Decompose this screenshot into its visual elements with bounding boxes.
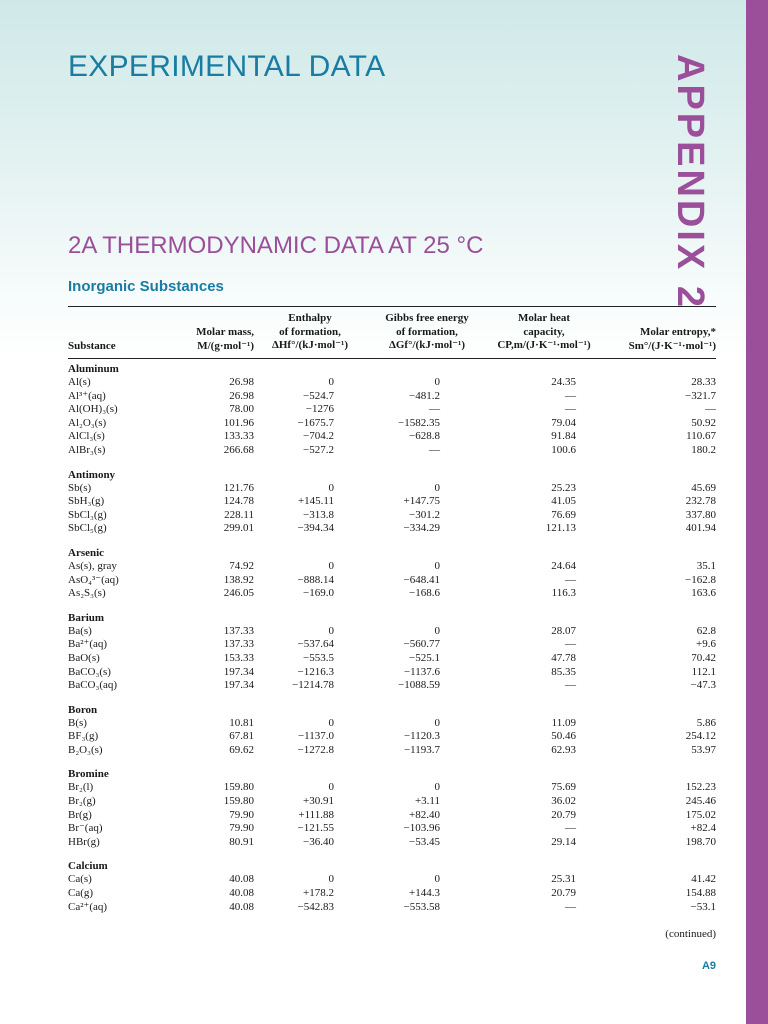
enthalpy-cell: −537.64: [297, 638, 334, 651]
entropy-cell: —: [705, 403, 716, 416]
heat-capacity-cell: 36.02: [551, 795, 576, 808]
heat-capacity-cell: 50.46: [551, 730, 576, 743]
gibbs-cell: −648.41: [403, 573, 440, 586]
gibbs-cell: +3.11: [414, 795, 440, 808]
element-group-name: Barium: [68, 611, 105, 624]
molar-mass-cell: 133.33: [223, 430, 254, 443]
gibbs-cell: +144.3: [409, 887, 440, 900]
entropy-cell: 53.97: [691, 743, 716, 756]
enthalpy-cell: −1137.0: [297, 730, 334, 743]
enthalpy-cell: −394.34: [297, 522, 334, 535]
element-group: [68, 859, 716, 914]
molar-mass-cell: 124.78: [223, 495, 254, 508]
molar-mass-cell: 40.08: [229, 873, 254, 886]
gibbs-cell: −525.1: [409, 651, 440, 664]
gibbs-cell: +147.75: [403, 495, 440, 508]
molar-mass-cell: 121.76: [223, 481, 254, 494]
header-substance: Substance: [68, 340, 116, 352]
gibbs-cell: −1120.3: [403, 730, 440, 743]
substance-cell: SbH₃(g): [68, 495, 105, 508]
table-row: [68, 836, 716, 850]
enthalpy-cell: +111.88: [298, 808, 334, 821]
enthalpy-cell: −527.2: [303, 443, 334, 456]
appendix-label: APPENDIX 2: [669, 54, 711, 310]
heat-capacity-cell: 116.3: [551, 587, 576, 600]
enthalpy-cell: −1276: [305, 403, 334, 416]
substance-cell: AlCl₃(s): [68, 430, 105, 443]
table-row: [68, 652, 716, 666]
table-row: [68, 509, 716, 523]
element-group: [68, 362, 716, 458]
molar-mass-cell: 78.00: [229, 403, 254, 416]
enthalpy-cell: −1214.78: [292, 679, 334, 692]
molar-mass-cell: 80.91: [229, 835, 254, 848]
table-subtitle: Inorganic Substances: [68, 278, 224, 295]
substance-cell: As(s), gray: [68, 559, 117, 572]
gibbs-cell: −334.29: [403, 522, 440, 535]
molar-mass-cell: 153.33: [223, 651, 254, 664]
enthalpy-cell: +30.91: [303, 795, 334, 808]
enthalpy-cell: 0: [328, 559, 334, 572]
table-row: [68, 482, 716, 496]
gibbs-cell: 0: [434, 624, 440, 637]
table-row: [68, 444, 716, 458]
header-enthalpy: Enthalpy of formation, ΔHf°/(kJ·mol⁻¹): [271, 312, 348, 351]
enthalpy-cell: 0: [328, 781, 334, 794]
molar-mass-cell: 74.92: [229, 559, 254, 572]
header-gibbs: Gibbs free energy of formation, ΔGf°/(kJ·mol⁻¹): [385, 312, 469, 351]
molar-mass-cell: 197.34: [223, 665, 254, 678]
entropy-cell: 232.78: [685, 495, 716, 508]
gibbs-cell: −628.8: [409, 430, 440, 443]
heat-capacity-cell: 76.69: [551, 508, 576, 521]
molar-mass-cell: 79.90: [229, 822, 254, 835]
enthalpy-cell: 0: [328, 624, 334, 637]
substance-cell: Br₂(l): [68, 781, 94, 794]
gibbs-cell: −53.45: [409, 835, 440, 848]
substance-cell: B₂O₃(s): [68, 743, 103, 756]
table-row: [68, 730, 716, 744]
molar-mass-cell: 246.05: [223, 587, 254, 600]
entropy-cell: 45.69: [691, 481, 716, 494]
substance-cell: AsO₄³⁻(aq): [68, 573, 119, 586]
heat-capacity-cell: 62.93: [551, 743, 576, 756]
gibbs-cell: −168.6: [409, 587, 440, 600]
molar-mass-cell: 197.34: [223, 679, 254, 692]
heat-capacity-cell: 24.64: [551, 559, 576, 572]
table-row: [68, 887, 716, 901]
side-color-bar: [746, 0, 768, 1024]
heat-capacity-cell: 29.14: [551, 835, 576, 848]
table-row: [68, 795, 716, 809]
entropy-cell: +9.6: [696, 638, 716, 651]
page-number: A9: [701, 960, 716, 972]
enthalpy-cell: 0: [328, 873, 334, 886]
heat-capacity-cell: 28.07: [551, 624, 576, 637]
substance-cell: Sb(s): [68, 481, 92, 494]
heat-capacity-cell: 24.35: [551, 376, 576, 388]
entropy-cell: 401.94: [685, 522, 716, 535]
gibbs-cell: −553.58: [403, 900, 440, 913]
gibbs-cell: 0: [434, 781, 440, 794]
entropy-cell: 110.67: [686, 430, 716, 443]
entropy-cell: 112.1: [691, 665, 716, 678]
header-molar-mass: Molar mass, M/(g·mol⁻¹): [196, 326, 254, 352]
enthalpy-cell: −36.40: [303, 835, 334, 848]
page-title: EXPERIMENTAL DATA: [68, 50, 386, 83]
entropy-cell: +82.4: [690, 822, 716, 835]
gibbs-cell: −1582.35: [398, 416, 440, 429]
entropy-cell: −162.8: [685, 573, 716, 586]
gibbs-cell: −301.2: [409, 508, 440, 521]
entropy-cell: 35.1: [696, 559, 716, 572]
substance-cell: B(s): [68, 716, 87, 729]
entropy-cell: 70.42: [691, 651, 716, 664]
gibbs-cell: 0: [434, 376, 440, 388]
substance-cell: BF₃(g): [68, 730, 99, 743]
table-row: [68, 430, 716, 444]
element-group: [68, 767, 716, 849]
entropy-cell: 198.70: [685, 835, 716, 848]
table-row: [68, 822, 716, 836]
gibbs-cell: −1137.6: [403, 665, 440, 678]
table-row: [68, 417, 716, 431]
heat-capacity-cell: 75.69: [551, 781, 576, 794]
gibbs-cell: −103.96: [403, 822, 440, 835]
enthalpy-cell: −553.5: [303, 651, 334, 664]
entropy-cell: 163.6: [691, 587, 716, 600]
entropy-cell: 254.12: [685, 730, 716, 743]
element-group-name: Antimony: [68, 468, 116, 481]
table-top-rule: [68, 306, 716, 307]
molar-mass-cell: 137.33: [223, 638, 254, 651]
molar-mass-cell: 266.68: [223, 443, 254, 456]
enthalpy-cell: −1272.8: [297, 743, 334, 756]
enthalpy-cell: +145.11: [297, 495, 334, 508]
entropy-cell: 154.88: [685, 887, 716, 900]
entropy-cell: −321.7: [685, 389, 716, 402]
entropy-cell: 5.86: [696, 716, 716, 729]
table-row: [68, 638, 716, 652]
heat-capacity-cell: 47.78: [551, 651, 576, 664]
table-row: [68, 495, 716, 509]
heat-capacity-cell: —: [565, 573, 576, 586]
substance-cell: SbCl₅(g): [68, 522, 107, 535]
gibbs-cell: +82.40: [409, 808, 440, 821]
molar-mass-cell: 101.96: [223, 416, 254, 429]
molar-mass-cell: 40.08: [229, 887, 254, 900]
table-row: [68, 522, 716, 536]
heat-capacity-cell: 79.04: [551, 416, 576, 429]
heat-capacity-cell: 25.31: [551, 873, 576, 886]
heat-capacity-cell: —: [565, 900, 576, 913]
table-row: [68, 901, 716, 915]
element-group-name: Calcium: [68, 860, 108, 873]
substance-cell: BaCO₃(aq): [68, 679, 118, 692]
substance-cell: Br₂(g): [68, 795, 96, 808]
enthalpy-cell: −888.14: [297, 573, 334, 586]
section-title: 2A THERMODYNAMIC DATA AT 25 °C: [68, 232, 484, 259]
molar-mass-cell: 138.92: [223, 573, 254, 586]
table-row: [68, 560, 716, 574]
substance-cell: BaO(s): [68, 651, 100, 664]
enthalpy-cell: −169.0: [303, 587, 334, 600]
molar-mass-cell: 137.33: [223, 624, 254, 637]
element-group: [68, 468, 716, 536]
table-row: [68, 679, 716, 693]
substance-cell: As₂S₃(s): [68, 587, 106, 600]
substance-cell: AlBr₃(s): [68, 443, 106, 456]
substance-cell: Ca(s): [68, 873, 92, 886]
gibbs-cell: −560.77: [403, 638, 440, 651]
table-row: [68, 744, 716, 758]
gibbs-cell: 0: [434, 559, 440, 572]
header-entropy: Molar entropy,* Sm°/(J·K⁻¹·mol⁻¹): [628, 326, 716, 352]
table-row: [68, 717, 716, 731]
heat-capacity-cell: —: [565, 638, 576, 651]
entropy-cell: 152.23: [685, 781, 716, 794]
table-row: [68, 781, 716, 795]
gibbs-cell: 0: [434, 716, 440, 729]
gibbs-cell: —: [429, 443, 440, 456]
heat-capacity-cell: 11.09: [551, 716, 576, 729]
enthalpy-cell: −313.8: [303, 508, 334, 521]
table-header-rule: [68, 358, 716, 359]
enthalpy-cell: +178.2: [303, 887, 334, 900]
enthalpy-cell: −1216.3: [297, 665, 334, 678]
element-group: [68, 611, 716, 693]
substance-cell: Ca²⁺(aq): [68, 900, 108, 913]
heat-capacity-cell: —: [565, 403, 576, 416]
molar-mass-cell: 228.11: [224, 508, 254, 521]
substance-cell: Ca(g): [68, 887, 94, 900]
entropy-cell: 50.92: [691, 416, 716, 429]
table-row: [68, 666, 716, 680]
heat-capacity-cell: 25.23: [551, 481, 576, 494]
molar-mass-cell: 159.80: [223, 795, 254, 808]
entropy-cell: 62.8: [696, 624, 716, 637]
table-row: [68, 574, 716, 588]
substance-cell: HBr(g): [68, 835, 100, 848]
substance-cell: Ba(s): [68, 624, 92, 637]
substance-cell: Ba²⁺(aq): [68, 638, 108, 651]
element-group-name: Boron: [68, 703, 98, 716]
substance-cell: BaCO₃(s): [68, 665, 111, 678]
element-group: [68, 546, 716, 601]
entropy-cell: 28.33: [691, 376, 716, 388]
heat-capacity-cell: —: [565, 679, 576, 692]
enthalpy-cell: −1675.7: [297, 416, 334, 429]
molar-mass-cell: 69.62: [229, 743, 254, 756]
heat-capacity-cell: 20.79: [551, 887, 576, 900]
molar-mass-cell: 10.81: [229, 716, 254, 729]
table-row: [68, 587, 716, 601]
entropy-cell: 41.42: [691, 873, 716, 886]
substance-cell: Al(s): [68, 376, 91, 388]
enthalpy-cell: −542.83: [297, 900, 334, 913]
heat-capacity-cell: —: [565, 389, 576, 402]
table-row: [68, 873, 716, 887]
heat-capacity-cell: 100.6: [551, 443, 576, 456]
enthalpy-cell: 0: [328, 716, 334, 729]
table-row: [68, 809, 716, 823]
table-row: [68, 376, 716, 390]
element-group-name: Arsenic: [68, 546, 105, 559]
gibbs-cell: −481.2: [409, 389, 440, 402]
molar-mass-cell: 299.01: [223, 522, 254, 535]
substance-cell: Al₂O₃(s): [68, 416, 107, 429]
element-group-name: Bromine: [68, 768, 109, 781]
entropy-cell: 245.46: [685, 795, 716, 808]
gibbs-cell: −1193.7: [403, 743, 440, 756]
gibbs-cell: −1088.59: [398, 679, 440, 692]
molar-mass-cell: 26.98: [229, 389, 254, 402]
substance-cell: Al³⁺(aq): [68, 389, 106, 402]
element-group-name: Aluminum: [68, 363, 119, 375]
enthalpy-cell: −121.55: [297, 822, 334, 835]
molar-mass-cell: 79.90: [229, 808, 254, 821]
table-row: [68, 390, 716, 404]
entropy-cell: 180.2: [691, 443, 716, 456]
element-group: [68, 703, 716, 758]
heat-capacity-cell: 20.79: [551, 808, 576, 821]
entropy-cell: −47.3: [690, 679, 716, 692]
substance-cell: Br(g): [68, 808, 92, 821]
heat-capacity-cell: 41.05: [551, 495, 576, 508]
gibbs-cell: —: [429, 403, 440, 416]
enthalpy-cell: −704.2: [303, 430, 334, 443]
entropy-cell: −53.1: [690, 900, 716, 913]
continued-note: (continued): [665, 928, 716, 940]
table-row: [68, 625, 716, 639]
molar-mass-cell: 67.81: [229, 730, 254, 743]
gibbs-cell: 0: [434, 873, 440, 886]
header-heat-capacity: Molar heat capacity, CP,m/(J·K⁻¹·mol⁻¹): [497, 312, 591, 351]
gibbs-cell: 0: [434, 481, 440, 494]
molar-mass-cell: 159.80: [223, 781, 254, 794]
enthalpy-cell: −524.7: [303, 389, 334, 402]
heat-capacity-cell: 85.35: [551, 665, 576, 678]
heat-capacity-cell: —: [565, 822, 576, 835]
substance-cell: Br⁻(aq): [68, 822, 103, 835]
substance-cell: SbCl₃(g): [68, 508, 107, 521]
molar-mass-cell: 40.08: [229, 900, 254, 913]
entropy-cell: 337.80: [685, 508, 716, 521]
thermo-table: [68, 362, 716, 924]
molar-mass-cell: 26.98: [229, 376, 254, 388]
enthalpy-cell: 0: [328, 481, 334, 494]
entropy-cell: 175.02: [685, 808, 716, 821]
heat-capacity-cell: 121.13: [545, 522, 576, 535]
substance-cell: Al(OH)₃(s): [68, 403, 118, 416]
heat-capacity-cell: 91.84: [551, 430, 576, 443]
table-row: [68, 403, 716, 417]
enthalpy-cell: 0: [328, 376, 334, 388]
